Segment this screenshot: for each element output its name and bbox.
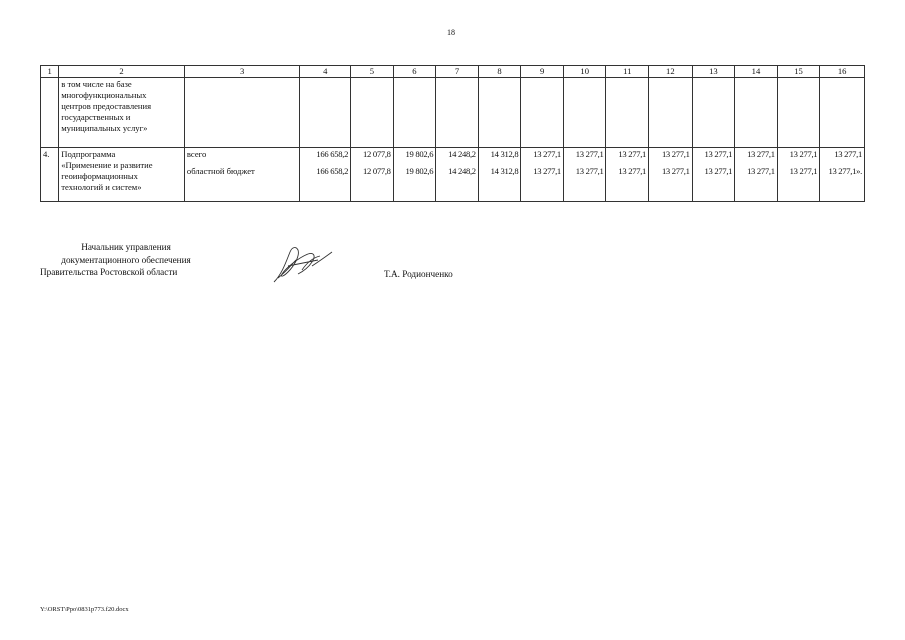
col-header: 14 [735, 66, 778, 78]
value-cell: 13 277,1 13 277,1 [692, 148, 735, 202]
col-header: 7 [436, 66, 479, 78]
col-header: 15 [777, 66, 820, 78]
funding-source: всего областной бюджет [184, 148, 300, 202]
value-cell: 13 277,1 13 277,1 [649, 148, 693, 202]
header-row [41, 66, 865, 78]
value-cell: 12 077,8 12 077,8 [351, 148, 394, 202]
file-path: Y:\ORST\Ppo\0831p773.f20.docx [40, 606, 129, 613]
col-header: 10 [563, 66, 606, 78]
col-header: 3 [184, 66, 300, 78]
col-header: 4 [300, 66, 351, 78]
col-header: 5 [351, 66, 394, 78]
row-label: в том числе на базе многофункциональных центров предоставления государственных и муниципальных услуг» [59, 78, 185, 148]
col-header: 16 [820, 66, 865, 78]
value-cell: 19 802,6 19 802,6 [393, 148, 436, 202]
value-cell: 14 312,8 14 312,8 [478, 148, 521, 202]
table-row-program [41, 148, 865, 202]
col-header: 12 [649, 66, 693, 78]
col-header: 11 [606, 66, 649, 78]
col-header: 1 [41, 66, 59, 78]
signer-name: Т.А. Родионченко [384, 269, 453, 279]
row-number: 4. [41, 148, 59, 202]
value-cell: 13 277,1 13 277,1 [606, 148, 649, 202]
value-cell: 13 277,1 13 277,1 [563, 148, 606, 202]
col-header: 8 [478, 66, 521, 78]
program-name: Подпрограмма «Применение и развитие геоинформационных технологий и систем» [59, 148, 185, 202]
signatory-title: Начальник управления документационного обеспечения Правительства Ростовской области [40, 242, 191, 277]
value-cell: 13 277,1 13 277,1». [820, 148, 865, 202]
col-header: 13 [692, 66, 735, 78]
value-cell: 166 658,2 166 658,2 [300, 148, 351, 202]
value-cell: 13 277,1 13 277,1 [735, 148, 778, 202]
col-header: 2 [59, 66, 185, 78]
page-number: 18 [447, 28, 455, 37]
col-header: 9 [521, 66, 564, 78]
value-cell: 13 277,1 13 277,1 [777, 148, 820, 202]
col-header: 6 [393, 66, 436, 78]
value-cell: 13 277,1 13 277,1 [521, 148, 564, 202]
budget-table [40, 65, 865, 202]
value-cell: 14 248,2 14 248,2 [436, 148, 479, 202]
handwritten-signature [268, 244, 338, 286]
table-row-continuation [41, 78, 865, 148]
